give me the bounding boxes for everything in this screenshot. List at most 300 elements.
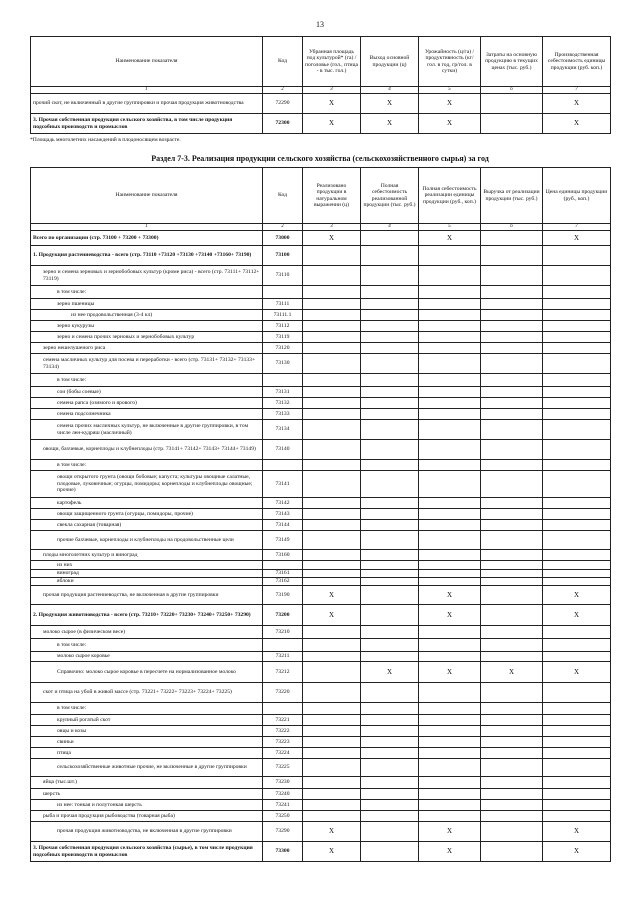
table-row	[31, 420, 611, 440]
table-row	[31, 652, 611, 662]
row-name: яйца (тыс.шт.)	[31, 777, 263, 789]
cell	[543, 626, 611, 639]
cell	[303, 652, 361, 662]
cell	[481, 639, 543, 652]
cell	[361, 374, 419, 387]
column-index: 5	[419, 87, 481, 94]
table-row	[31, 266, 611, 286]
cell	[481, 800, 543, 811]
cell	[361, 789, 419, 800]
row-name: прочий скот, не включенный в другие группировки и прочая продукция животноводства	[31, 94, 263, 114]
table-row	[31, 114, 611, 134]
table-row	[31, 639, 611, 652]
row-code: 72300	[263, 114, 303, 134]
cell	[303, 759, 361, 777]
header-cell: Реализовано продукции в натуральном выражении (ц)	[303, 168, 361, 224]
cell	[543, 777, 611, 789]
cell	[419, 246, 481, 266]
cell	[543, 737, 611, 748]
column-index: 4	[361, 87, 419, 94]
row-name: сельскохозяйственные животные прочие, не включенные в другие группировки	[31, 759, 263, 777]
cell	[543, 387, 611, 398]
page-number: 13	[316, 20, 324, 29]
cell	[303, 626, 361, 639]
table-row	[31, 246, 611, 266]
header-cell: Затраты на основную продукцию в текущих ценах (тыс. руб.)	[481, 37, 543, 87]
cell	[303, 498, 361, 509]
row-name: рыба и прочая продукция рыбоводства (товарная рыба)	[31, 811, 263, 822]
cell	[481, 652, 543, 662]
cell	[303, 321, 361, 332]
cell	[419, 561, 481, 570]
cell	[303, 374, 361, 387]
cell	[543, 520, 611, 531]
cell	[543, 498, 611, 509]
cell	[543, 652, 611, 662]
cell: X	[361, 114, 419, 134]
row-code: 73222	[263, 726, 303, 737]
row-code: 73143	[263, 509, 303, 520]
cell	[481, 332, 543, 343]
header-cell: Наименование показателя	[31, 37, 263, 87]
row-name: сои (бобы соевые)	[31, 387, 263, 398]
cell	[361, 266, 419, 286]
table-row	[31, 471, 611, 498]
row-name: виноград	[31, 570, 263, 578]
cell	[361, 626, 419, 639]
column-index: 6	[481, 224, 543, 231]
cell	[361, 777, 419, 789]
cell	[543, 374, 611, 387]
row-code: 73225	[263, 759, 303, 777]
column-index-row	[31, 224, 611, 231]
row-code: 73240	[263, 789, 303, 800]
cell: X	[361, 662, 419, 683]
row-code: 73133	[263, 409, 303, 420]
row-code: 73300	[263, 842, 303, 862]
sales-table-body	[31, 231, 611, 862]
cell: X	[419, 662, 481, 683]
cell	[361, 561, 419, 570]
cell	[481, 409, 543, 420]
cell: X	[543, 94, 611, 114]
cell	[543, 561, 611, 570]
cell	[303, 737, 361, 748]
cell	[419, 639, 481, 652]
cell	[481, 726, 543, 737]
header-cell: Код	[263, 168, 303, 224]
row-name: семена масличных культур для посева и переработки - всего (стр. 73131+ 73132+ 73133+ 73134)	[31, 354, 263, 374]
table-row	[31, 662, 611, 683]
cell	[303, 409, 361, 420]
column-index-row	[31, 87, 611, 94]
cell: X	[419, 605, 481, 626]
table-row	[31, 94, 611, 114]
cell	[303, 398, 361, 409]
row-name: в том числе:	[31, 286, 263, 299]
column-index: 5	[419, 224, 481, 231]
cell	[481, 420, 543, 440]
cell	[361, 246, 419, 266]
table-row	[31, 737, 611, 748]
cell	[361, 231, 419, 246]
row-code: 73141	[263, 471, 303, 498]
cell	[303, 266, 361, 286]
cell	[303, 420, 361, 440]
cell	[481, 822, 543, 842]
cell	[481, 626, 543, 639]
row-code: 73190	[263, 586, 303, 605]
row-code	[263, 460, 303, 471]
cell	[303, 299, 361, 310]
row-name: свекла сахарная (товарная)	[31, 520, 263, 531]
row-name: крупный рогатый скот	[31, 715, 263, 726]
cell	[543, 299, 611, 310]
header-cell: Производственная себестоимость единицы продукции (руб. коп.)	[543, 37, 611, 87]
row-code	[263, 561, 303, 570]
cell	[419, 726, 481, 737]
cell	[419, 460, 481, 471]
cell	[419, 374, 481, 387]
cell	[361, 398, 419, 409]
cell	[303, 578, 361, 586]
table-header-row	[31, 37, 611, 87]
cell	[303, 726, 361, 737]
row-code: 73212	[263, 662, 303, 683]
cell	[361, 354, 419, 374]
cell	[303, 561, 361, 570]
cell	[303, 639, 361, 652]
table-row	[31, 703, 611, 715]
cell: X	[419, 231, 481, 246]
cell	[361, 460, 419, 471]
cell	[481, 460, 543, 471]
cell	[303, 683, 361, 703]
cell	[361, 715, 419, 726]
cell	[543, 321, 611, 332]
row-code: 73200	[263, 605, 303, 626]
table-row	[31, 409, 611, 420]
cell	[419, 800, 481, 811]
cell	[303, 343, 361, 354]
row-code: 73290	[263, 822, 303, 842]
cell	[543, 310, 611, 321]
cell: X	[543, 586, 611, 605]
cell	[361, 387, 419, 398]
cell	[481, 520, 543, 531]
header-cell: Код	[263, 37, 303, 87]
row-name: 1. Продукция растениеводства - всего (стр. 73110 +73120 +73130 +73140 +73160+ 73190)	[31, 246, 263, 266]
row-name: зерно кукурузы	[31, 321, 263, 332]
row-code: 73132	[263, 398, 303, 409]
cell: X	[361, 94, 419, 114]
cell	[481, 343, 543, 354]
cell	[419, 811, 481, 822]
cell	[543, 440, 611, 460]
cell	[361, 531, 419, 550]
cell	[481, 570, 543, 578]
column-index: 1	[31, 224, 263, 231]
cell	[481, 578, 543, 586]
table-row	[31, 531, 611, 550]
cell	[543, 683, 611, 703]
cell	[543, 715, 611, 726]
cell	[481, 286, 543, 299]
cell	[543, 343, 611, 354]
cell: X	[481, 662, 543, 683]
row-code	[263, 286, 303, 299]
cell	[543, 639, 611, 652]
row-name: из нее: тонкая и полутонкая шерсть	[31, 800, 263, 811]
table-row	[31, 231, 611, 246]
cell	[361, 822, 419, 842]
cell	[543, 759, 611, 777]
cell	[481, 498, 543, 509]
cell	[481, 683, 543, 703]
header-cell: Цена единицы продукции (руб., коп.)	[543, 168, 611, 224]
cell	[361, 748, 419, 759]
row-code: 73131	[263, 387, 303, 398]
table-row	[31, 789, 611, 800]
cell: X	[543, 822, 611, 842]
cell	[419, 626, 481, 639]
cell	[543, 800, 611, 811]
cell	[303, 286, 361, 299]
cell	[303, 662, 361, 683]
row-name: плоды многолетних культур и виноград	[31, 550, 263, 561]
row-code: 73100	[263, 246, 303, 266]
cell: X	[303, 231, 361, 246]
table-row	[31, 822, 611, 842]
row-name: молоко сырое коровье	[31, 652, 263, 662]
row-name: зерно пшеницы	[31, 299, 263, 310]
cell	[303, 440, 361, 460]
row-code: 73250	[263, 811, 303, 822]
cell	[303, 570, 361, 578]
cell	[419, 471, 481, 498]
cell	[419, 777, 481, 789]
cell	[543, 578, 611, 586]
cell	[419, 652, 481, 662]
row-code: 73149	[263, 531, 303, 550]
cell	[303, 460, 361, 471]
cell	[361, 703, 419, 715]
cell	[481, 509, 543, 520]
row-code: 73111.1	[263, 310, 303, 321]
table-row	[31, 683, 611, 703]
cell	[419, 715, 481, 726]
cell	[543, 748, 611, 759]
table-row	[31, 748, 611, 759]
cell	[361, 509, 419, 520]
cell	[543, 570, 611, 578]
row-name: птица	[31, 748, 263, 759]
cell: X	[303, 114, 361, 134]
cell: X	[543, 605, 611, 626]
row-code: 73119	[263, 332, 303, 343]
table-row	[31, 332, 611, 343]
cell	[481, 789, 543, 800]
cell	[543, 509, 611, 520]
cell	[361, 586, 419, 605]
table-row	[31, 498, 611, 509]
table-row	[31, 626, 611, 639]
cell	[481, 715, 543, 726]
cell	[543, 550, 611, 561]
cell: X	[303, 822, 361, 842]
cell	[543, 398, 611, 409]
cell	[419, 509, 481, 520]
cell	[303, 748, 361, 759]
cell	[419, 550, 481, 561]
column-index: 4	[361, 224, 419, 231]
cell	[543, 409, 611, 420]
cell	[361, 520, 419, 531]
cell	[361, 639, 419, 652]
row-name: семена подсолнечника	[31, 409, 263, 420]
cell	[361, 550, 419, 561]
cell	[419, 759, 481, 777]
cell: X	[543, 114, 611, 134]
cell	[361, 605, 419, 626]
cell: X	[419, 822, 481, 842]
cell	[419, 520, 481, 531]
row-code: 73224	[263, 748, 303, 759]
column-index: 1	[31, 87, 263, 94]
table-row	[31, 550, 611, 561]
row-name: овощи открытого грунта (овощи бобовые; капуста; культуры овощные салатные, плодовые, луковичные; огурцы, помидоры; корнеплоды и клубнеплоды овощные; прочие)	[31, 471, 263, 498]
row-code: 73211	[263, 652, 303, 662]
cell	[543, 286, 611, 299]
row-name: яблоки	[31, 578, 263, 586]
cell	[419, 332, 481, 343]
column-index: 3	[303, 87, 361, 94]
table-row	[31, 726, 611, 737]
cell	[419, 343, 481, 354]
row-code	[263, 703, 303, 715]
cell	[361, 800, 419, 811]
row-name: овцы и козы	[31, 726, 263, 737]
cell	[481, 471, 543, 498]
cell	[303, 509, 361, 520]
cell	[419, 498, 481, 509]
row-code: 73144	[263, 520, 303, 531]
cell	[361, 498, 419, 509]
cell: X	[303, 842, 361, 862]
table-row	[31, 299, 611, 310]
table-row	[31, 800, 611, 811]
cell	[543, 811, 611, 822]
cell	[303, 789, 361, 800]
cell	[481, 266, 543, 286]
header-cell: Убранная площадь под культурой* (га) / поголовье (гол., птица - в тыс. гол.)	[303, 37, 361, 87]
table-row	[31, 509, 611, 520]
cell	[543, 266, 611, 286]
table-row	[31, 321, 611, 332]
header-cell: Наименование показателя	[31, 168, 263, 224]
cell: X	[543, 662, 611, 683]
cell: X	[303, 586, 361, 605]
row-name: зерно и семена прочих зерновых и зернобобовых культур	[31, 332, 263, 343]
cell	[419, 409, 481, 420]
column-index: 3	[303, 224, 361, 231]
cell	[481, 561, 543, 570]
cell	[303, 715, 361, 726]
cell	[303, 777, 361, 789]
cell	[419, 440, 481, 460]
header-cell: Полная себестоимость реализации единицы продукции (руб., коп.)	[419, 168, 481, 224]
row-code: 73000	[263, 231, 303, 246]
cell	[419, 703, 481, 715]
cell	[481, 387, 543, 398]
column-index: 2	[263, 87, 303, 94]
cell	[543, 703, 611, 715]
cell: X	[419, 586, 481, 605]
cell	[361, 420, 419, 440]
cell	[419, 387, 481, 398]
cell	[361, 310, 419, 321]
cell: X	[303, 605, 361, 626]
cell	[543, 726, 611, 737]
row-name: семена прочих масличных культур, не включенные в другие группировки, в том числе лен-кудряш (масличный)	[31, 420, 263, 440]
cell: X	[543, 231, 611, 246]
cell	[543, 789, 611, 800]
row-name: зерно и семена зерновых и зернобобовых культур (кроме риса) - всего (стр. 73111+ 73112+ 73119)	[31, 266, 263, 286]
cell	[481, 114, 543, 134]
row-code: 73221	[263, 715, 303, 726]
table-row	[31, 561, 611, 570]
row-name: в том числе:	[31, 374, 263, 387]
row-code: 73220	[263, 683, 303, 703]
cell	[543, 420, 611, 440]
row-name: скот и птица на убой в живой массе (стр. 73221+ 73222+ 73223+ 73224+ 73225)	[31, 683, 263, 703]
cell	[419, 266, 481, 286]
cell	[419, 286, 481, 299]
row-code: 73134	[263, 420, 303, 440]
row-code: 73130	[263, 354, 303, 374]
cell	[303, 387, 361, 398]
cell	[543, 354, 611, 374]
cell	[361, 471, 419, 498]
section-title: Раздел 7-3. Реализация продукции сельского хозяйства (сельскохозяйственного сырья) за год	[151, 154, 489, 163]
cell	[361, 570, 419, 578]
cell	[481, 246, 543, 266]
row-name: в том числе:	[31, 460, 263, 471]
row-name: молоко сырое (в физическом весе)	[31, 626, 263, 639]
header-cell: Полная себестоимость реализованной продукции (тыс. руб.)	[361, 168, 419, 224]
row-code	[263, 374, 303, 387]
row-code: 72290	[263, 94, 303, 114]
row-name: картофель	[31, 498, 263, 509]
cell: X	[419, 114, 481, 134]
cell	[419, 748, 481, 759]
row-code: 73140	[263, 440, 303, 460]
cell	[303, 520, 361, 531]
row-name: овощи, бахчевые, корнеплоды и клубнеплоды (стр. 73141+ 73142+ 73143+ 73144+ 73149)	[31, 440, 263, 460]
row-code: 73230	[263, 777, 303, 789]
table-row	[31, 715, 611, 726]
cell: X	[419, 842, 481, 862]
cell	[303, 531, 361, 550]
row-name: свиньи	[31, 737, 263, 748]
row-name: шерсть	[31, 789, 263, 800]
cell	[481, 354, 543, 374]
row-name: 3. Прочая собственная продукция сельского хозяйства (сырье), в том числе продукция подсобных производств и промыслов	[31, 842, 263, 862]
cell: X	[419, 94, 481, 114]
cell	[481, 777, 543, 789]
row-name: зерно нешелушеного риса	[31, 343, 263, 354]
cell	[481, 374, 543, 387]
